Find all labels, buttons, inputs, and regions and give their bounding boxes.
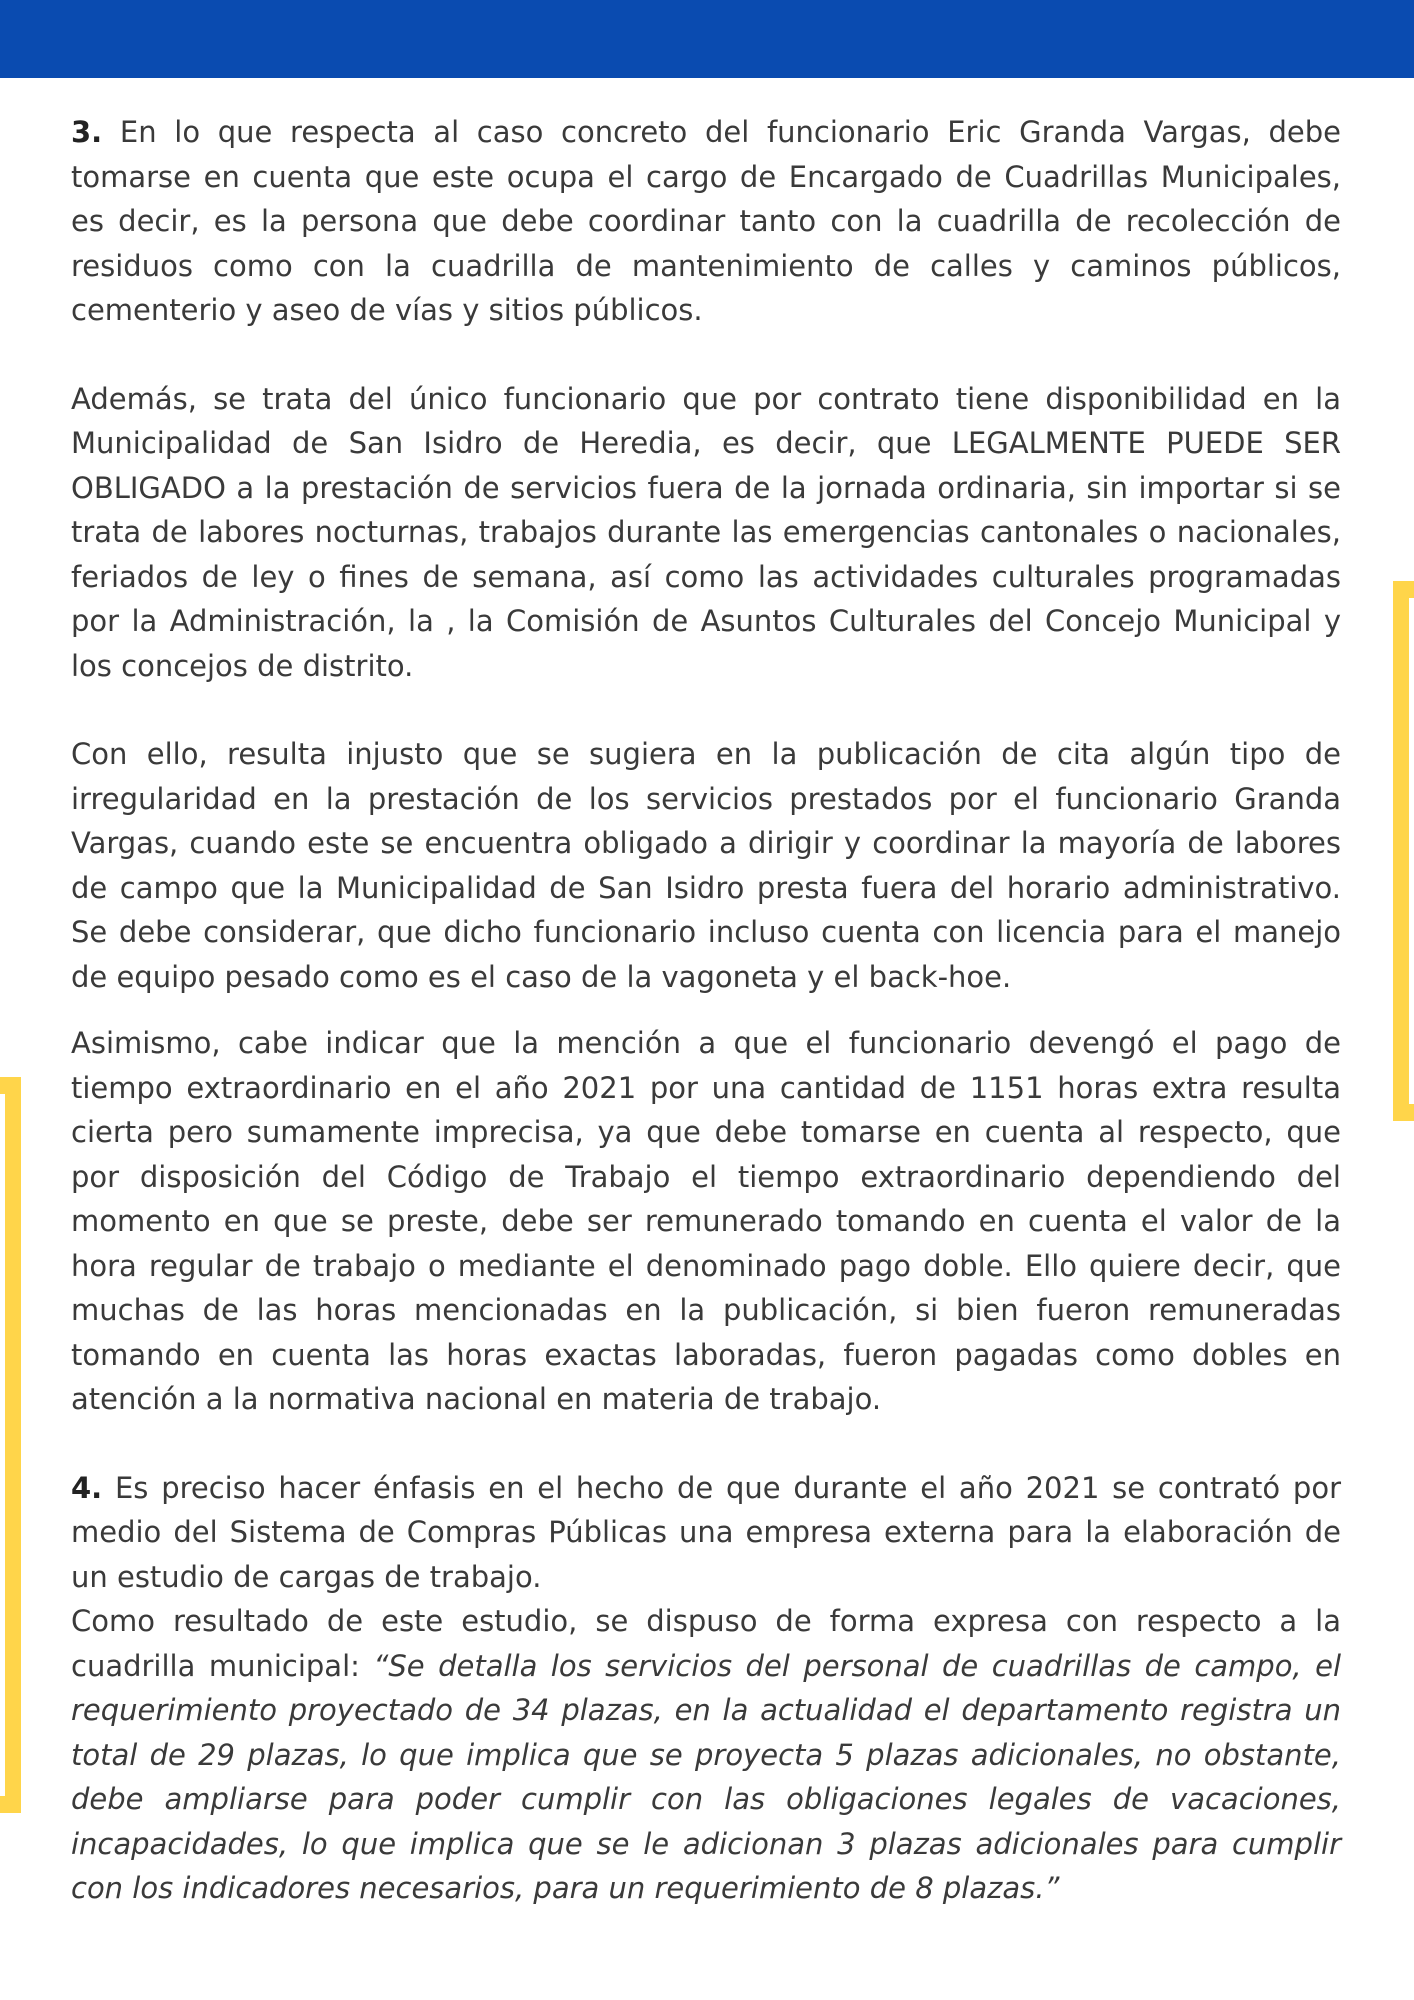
header-bar bbox=[0, 0, 1414, 78]
right-bracket-decoration bbox=[1393, 581, 1414, 1121]
paragraph-3 bbox=[71, 110, 1341, 333]
paragraph-estudio-resultado bbox=[71, 1599, 1341, 1911]
left-bracket-decoration bbox=[0, 1077, 21, 1813]
paragraph-irregularidad: Con ello, resulta injusto que se sugiera en la publicación de cita algún tipo de irregularidad en la prestación de los servicios prestados por el funcionario Granda Vargas, cuando este se encuentra obligado a dirigir y coordinar la mayoría de labores de campo que la Municipalidad de San Isidro presta fuera del horario administrativo. Se debe considerar, que dicho funcionario incluso cuenta con licencia para el manejo de equipo pesado como es el caso de la vagoneta y el back-hoe. bbox=[71, 737, 1341, 994]
section-number-4: 4. bbox=[71, 1470, 103, 1505]
paragraph-4-text: Es preciso hacer énfasis en el hecho de que durante el año 2021 se contrató por medio del Sistema de Compras Públicas una empresa externa para la elaboración de un estudio de cargas de trabajo. bbox=[71, 1470, 1341, 1594]
document-body bbox=[71, 110, 1341, 1911]
section-number-3: 3. bbox=[71, 115, 103, 149]
paragraph-tiempo-extraordinario: Asimismo, cabe indicar que la mención a que el funcionario devengó el pago de tiempo extraordinario en el año 2021 por una cantidad de 1151 horas extra resulta cierta pero sumamente imprecisa, ya que debe tomarse en cuenta al respecto, que por disposición del Código de Trabajo el tiempo extraordinario dependiendo del momento en que se preste, debe ser remunerado tomando en cuenta el valor de la hora regular de trabajo o mediante el denominado pago doble. Ello quiere decir, que muchas de las horas mencionadas en la publicación, si bien fueron remuneradas tomando en cuenta las horas exactas laboradas, fueron pagadas como dobles en atención a la normativa nacional en materia de trabajo. bbox=[71, 1026, 1341, 1416]
paragraph-disponibilidad: Además, se trata del único funcionario que por contrato tiene disponibilidad en la Municipalidad de San Isidro de Heredia, es decir, que LEGALMENTE PUEDE SER OBLIGADO a la prestación de servicios fuera de la jornada ordinaria, sin importar si se trata de labores nocturnas, trabajos durante las emergencias cantonales o nacionales, feriados de ley o fines de semana, así como las actividades culturales programadas por la Administración, la , la Comisión de Asuntos Culturales del Concejo Municipal y los concejos de distrito. bbox=[71, 381, 1341, 683]
estudio-quote: “Se detalla los servicios del personal de cuadrillas de campo, el requerimiento proyectado de 34 plazas, en la actualidad el departamento registra un total de 29 plazas, lo que implica que se proyecta 5 plazas adicionales, no obstante, debe ampliarse para poder cumplir con las obligaciones legales de vacaciones, incapacidades, lo que implica que se le adicionan 3 plazas adicionales para cumplir con los indicadores necesarios, para un requerimiento de 8 plazas.” bbox=[71, 1648, 1342, 1905]
estudio-intro-text: Como resultado de este estudio, se dispuso de forma expresa con respecto a la cuadrilla municipal: bbox=[71, 1604, 1341, 1683]
paragraph-3-text: En lo que respecta al caso concreto del funcionario Eric Granda Vargas, debe tomarse en cuenta que este ocupa el cargo de Encargado de Cuadrillas Municipales, es decir, es la persona que debe coordinar tanto con la cuadrilla de recolección de residuos como con la cuadrilla de mantenimiento de calles y caminos públicos, cementerio y aseo de vías y sitios públicos. bbox=[71, 115, 1342, 327]
paragraph-4 bbox=[71, 1466, 1341, 1600]
